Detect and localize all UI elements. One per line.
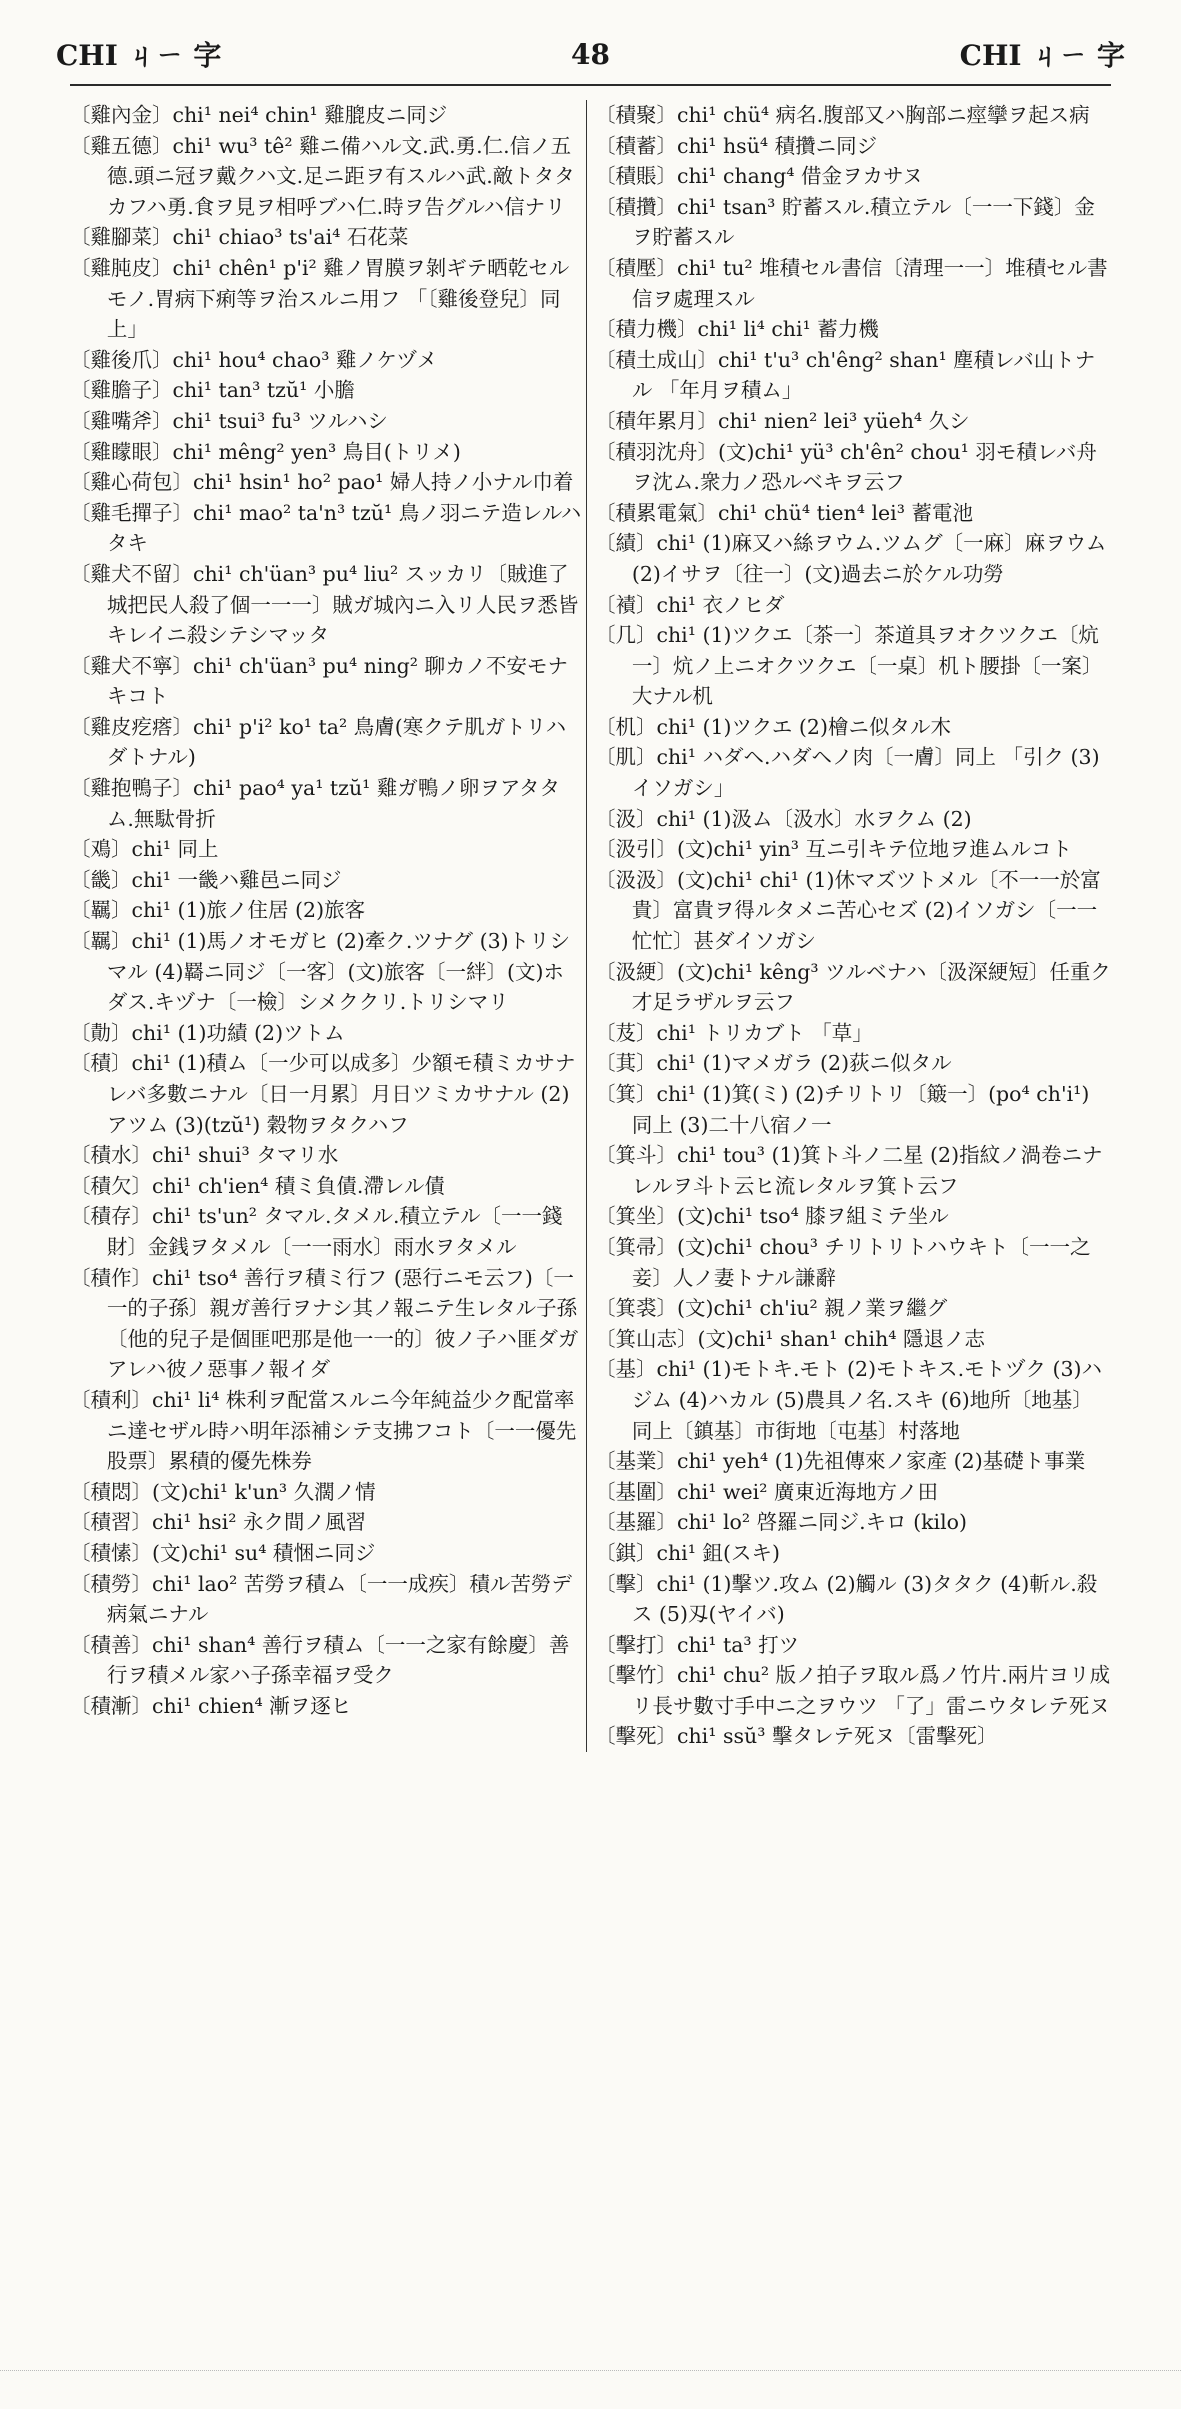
dictionary-entry: 〔基羅〕chi¹ lo² 啓羅ニ同ジ.キロ (kilo) (595, 1510, 968, 1535)
header-right: CHI ㄐㄧ 字 (959, 39, 1125, 72)
dictionary-entry: 〔積悶〕(文)chi¹ k'un³ 久濶ノ情 (70, 1479, 376, 1504)
dictionary-entry: 〔雞腳菜〕chi¹ chiao³ ts'ai⁴ 石花菜 (70, 225, 409, 250)
dictionary-entry: 〔羈〕chi¹ (1)旅ノ住居 (2)旅客 (70, 898, 366, 923)
dictionary-entry: 〔鳮〕chi¹ 同上 (70, 837, 219, 862)
dictionary-entry: 〔勣〕chi¹ (1)功績 (2)ツトム (70, 1020, 345, 1045)
dictionary-entry: 〔積賬〕chi¹ chang⁴ 借金ヲカサヌ (595, 164, 923, 189)
dictionary-entry: 〔萁〕chi¹ (1)マメガラ (2)荻ニ似タル (595, 1051, 952, 1076)
dictionary-entry: 〔汲引〕(文)chi¹ yin³ 互ニ引キテ位地ヲ進ムルコト (595, 837, 1073, 862)
dictionary-entry: 〔積善〕chi¹ shan⁴ 善行ヲ積ム〔一一之家有餘慶〕善行ヲ積メル家ハ子孫幸福ヲ受ク (70, 1632, 570, 1688)
dictionary-entry: 〔雞皮疙瘩〕chi¹ p'i² ko¹ ta² 鳥膚(寒クテ肌ガトリハダトナル) (70, 714, 567, 770)
dictionary-entry: 〔汲〕chi¹ (1)汲ム〔汲水〕水ヲクム (2) (595, 806, 972, 831)
dictionary-entry: 〔積羽沈舟〕(文)chi¹ yü³ ch'ên² chou¹ 羽モ積レバ舟ヲ沈ム.衆力ノ恐ルベキヲ云フ (595, 439, 1097, 495)
dictionary-entry: 〔机〕chi¹ (1)ツクエ (2)檜ニ似タル木 (595, 714, 951, 739)
dictionary-entry: 〔基業〕chi¹ yeh⁴ (1)先祖傳來ノ家產 (2)基礎ト事業 (595, 1449, 1086, 1474)
dictionary-entry: 〔箕裘〕(文)chi¹ ch'iu² 親ノ業ヲ繼グ (595, 1296, 948, 1321)
dictionary-entry: 〔積年累月〕chi¹ nien² lei³ yüeh⁴ 久シ (595, 408, 970, 433)
dictionary-entry: 〔積利〕chi¹ li⁴ 株利ヲ配當スルニ今年純益少ク配當率ニ達セザル時ハ明年添補シテ支拂フコト〔一一優先股票〕累積的優先株券 (70, 1387, 577, 1474)
dictionary-entry: 〔羈〕chi¹ (1)馬ノオモガヒ (2)牽ク.ツナグ (3)トリシマル (4)羇ニ同ジ〔一客〕(文)旅客〔一絆〕(文)ホダス.キヅナ〔一檢〕シメククリ.トリシマリ (70, 929, 571, 1015)
dictionary-entry: 〔雞犬不留〕chi¹ ch'üan³ pu⁴ liu² スッカリ〔賊進了城把民人殺了個一一一〕賊ガ城內ニ入リ人民ヲ悉皆キレイニ殺シテシマッタ (70, 561, 579, 648)
dictionary-entry: 〔肌〕chi¹ ハダヘ.ハダヘノ肉〔一膚〕同上 「引ク (3)イソガシ」 (595, 745, 1100, 801)
dictionary-entry: 〔雞嘴斧〕chi¹ tsui³ fu³ ツルハシ (70, 408, 388, 433)
dictionary-entry: 〔雞抱鴨子〕chi¹ pao⁴ ya¹ tzŭ¹ 雞ガ鴨ノ卵ヲアタタム.無駄骨折 (70, 776, 560, 831)
dictionary-entry: 〔積勞〕chi¹ lao² 苦勞ヲ積ム〔一一成疾〕積ル苦勞デ病氣ニナル (70, 1571, 572, 1627)
dictionary-entry: 〔芨〕chi¹ トリカブト 「草」 (595, 1020, 873, 1045)
dictionary-entry: 〔積漸〕chi¹ chien⁴ 漸ヲ逐ヒ (70, 1693, 352, 1718)
dictionary-entry: 〔績〕chi¹ (1)麻又ハ絲ヲウム.ツムグ〔一麻〕麻ヲウム (2)イサヲ〔往一〕(文)過去ニ於ケル功勞 (595, 531, 1107, 586)
dictionary-entry: 〔基圍〕chi¹ wei² 廣東近海地方ノ田 (595, 1479, 938, 1504)
dictionary-entry: 〔雞內金〕chi¹ nei⁴ chin¹ 雞膍皮ニ同ジ (70, 103, 448, 127)
dictionary-entry: 〔擊死〕chi¹ ssŭ³ 擊タレテ死ヌ〔雷擊死〕 (595, 1724, 998, 1749)
dictionary-entry: 〔積聚〕chi¹ chü⁴ 病名.腹部又ハ胸部ニ痙攣ヲ起ス病 (595, 103, 1090, 127)
dictionary-entry: 〔雞矇眼〕chi¹ mêng² yen³ 鳥目(トリメ) (70, 439, 461, 464)
dictionary-entry: 〔雞肫皮〕chi¹ chên¹ p'i² 雞ノ胃膜ヲ剝ギテ晒乾セルモノ.胃病下痢等ヲ治スルニ用フ 「〔雞後登兒〕同上」 (70, 255, 570, 342)
dictionary-entry: 〔雞膽子〕chi¹ tan³ tzŭ¹ 小膽 (70, 378, 355, 403)
dictionary-entry: 〔箕山志〕(文)chi¹ shan¹ chih⁴ 隱退ノ志 (595, 1326, 986, 1351)
dictionary-entry: 〔積土成山〕chi¹ t'u³ ch'êng² shan¹ 塵積レバ山トナル 「年月ヲ積ム」 (595, 347, 1096, 403)
dictionary-entry: 〔箕坐〕(文)chi¹ tso⁴ 膝ヲ組ミテ坐ル (595, 1204, 949, 1229)
dictionary-entry: 〔汲汲〕(文)chi¹ chi¹ (1)休マズツトメル〔不一一於富貴〕富貴ヲ得ルタメニ苦心セズ (2)イソガシ〔一一忙忙〕甚ダイソガシ (595, 867, 1101, 954)
scan-edge (0, 2370, 1181, 2372)
dictionary-entry: 〔襀〕chi¹ 衣ノヒダ (595, 592, 785, 617)
dictionary-entry: 〔積累電氣〕chi¹ chü⁴ tien⁴ lei³ 蓄電池 (595, 500, 973, 525)
dictionary-entry: 〔積〕chi¹ (1)積ム〔一少可以成多〕少額モ積ミカサナレバ多數ニナル〔日一月累〕月日ツミカサナル (2)アツム (3)(tzŭ¹) 穀物ヲタクハフ (70, 1051, 576, 1137)
dictionary-entry: 〔擊〕chi¹ (1)擊ツ.攻ム (2)觸ル (3)タタク (4)斬ル.殺ス (5)刄(ヤイバ) (595, 1571, 1098, 1627)
dictionary-entry: 〔積攢〕chi¹ tsan³ 貯蓄スル.積立テル〔一一下錢〕金ヲ貯蓄スル (595, 194, 1095, 250)
dictionary-entry: 〔基〕chi¹ (1)モトキ.モト (2)モトキス.モトヅク (3)ハジム (4)ハカル (5)農具ノ名.スキ (6)地所〔地基〕同上〔鎮基〕市街地〔屯基〕村落地 (595, 1357, 1103, 1443)
dictionary-entry: 〔積習〕chi¹ hsi² 永ク間ノ風習 (70, 1510, 366, 1535)
page-number: 48 (571, 37, 610, 71)
dictionary-entry: 〔汲綆〕(文)chi¹ kêng³ ツルベナハ〔汲深綆短〕任重ク才足ラザルヲ云フ (595, 959, 1111, 1015)
left-column (70, 100, 582, 1721)
dictionary-entry: 〔雞後爪〕chi¹ hou⁴ chao³ 雞ノケヅメ (70, 347, 438, 372)
page-header (56, 30, 1125, 78)
dictionary-entry: 〔積蓄〕chi¹ hsü⁴ 積攢ニ同ジ (595, 133, 878, 158)
dictionary-entry: 〔箕帚〕(文)chi¹ chou³ チリトリトハウキト〔一一之妾〕人ノ妻トナル謙辭 (595, 1234, 1091, 1290)
right-column (586, 100, 1111, 1752)
dictionary-entry: 〔雞心荷包〕chi¹ hsin¹ ho² pao¹ 婦人持ノ小ナル巾着 (70, 470, 574, 495)
dictionary-entry: 〔擊打〕chi¹ ta³ 打ツ (595, 1632, 800, 1657)
dictionary-entry: 〔雞毛撣子〕chi¹ mao² ta'n³ tzŭ¹ 鳥ノ羽ニテ造レルハタキ (70, 500, 582, 556)
dictionary-entry: 〔錤〕chi¹ 鉏(スキ) (595, 1540, 780, 1565)
dictionary-entry: 〔積欠〕chi¹ ch'ien⁴ 積ミ負債.滯レル債 (70, 1173, 445, 1198)
dictionary-entry: 〔畿〕chi¹ 一畿ハ雞邑ニ同ジ (70, 867, 342, 892)
dictionary-entry: 〔雞犬不寧〕chi¹ ch'üan³ pu⁴ ning² 聊カノ不安モナキコト (70, 653, 569, 709)
dictionary-entry: 〔箕〕chi¹ (1)箕(ミ) (2)チリトリ〔簸一〕(po⁴ ch'i¹) 同上 (3)二十八宿ノ一 (595, 1082, 1090, 1137)
dictionary-entry: 〔擊竹〕chi¹ chu² 版ノ拍子ヲ取ル爲ノ竹片.兩片ヨリ成リ長サ數寸手中ニ之ヲウツ 「了」雷ニウタレテ死ヌ (595, 1663, 1111, 1718)
dictionary-entry: 〔箕斗〕chi¹ tou³ (1)箕ト斗ノ二星 (2)指紋ノ渦卷ニナレルヲ斗ト云ヒ流レタルヲ箕ト云フ (595, 1143, 1103, 1198)
header-left: CHI ㄐㄧ 字 (56, 39, 222, 72)
dictionary-entry: 〔積存〕chi¹ ts'un² タマル.タメル.積立テル〔一一錢財〕金銭ヲタメル〔一一雨水〕雨水ヲタメル (70, 1204, 563, 1259)
header-rule (70, 84, 1111, 86)
dictionary-entry: 〔積力機〕chi¹ li⁴ chi¹ 蓄力機 (595, 317, 879, 342)
dictionary-entry: 〔積壓〕chi¹ tu² 堆積セル書信〔清理一一〕堆積セル書信ヲ處理スル (595, 255, 1108, 311)
dictionary-entry: 〔積愫〕(文)chi¹ su⁴ 積悃ニ同ジ (70, 1540, 376, 1565)
dictionary-entry: 〔積水〕chi¹ shui³ タマリ水 (70, 1143, 339, 1168)
dictionary-entry: 〔雞五德〕chi¹ wu³ tê² 雞ニ備ハル文.武.勇.仁.信ノ五德.頭ニ冠ヲ戴クハ文.足ニ距ヲ有スルハ武.敵トタタカフハ勇.食ヲ見ヲ相呼ブハ仁.時ヲ告グルハ信ナリ (70, 133, 575, 219)
dictionary-entry: 〔几〕chi¹ (1)ツクエ〔茶一〕茶道具ヲオクツクエ〔炕一〕炕ノ上ニオクツクエ〔一桌〕机ト腰掛〔一案〕大ナル机 (595, 623, 1103, 709)
dictionary-entry: 〔積作〕chi¹ tso⁴ 善行ヲ積ミ行フ (惡行ニモ云フ)〔一一的子孫〕親ガ善行ヲナシ其ノ報ニテ生レタル子孫〔他的兒子是個匪吧那是他一一的〕彼ノ子ハ匪ダガアレハ彼ノ惡事ノ報イダ (70, 1265, 579, 1382)
